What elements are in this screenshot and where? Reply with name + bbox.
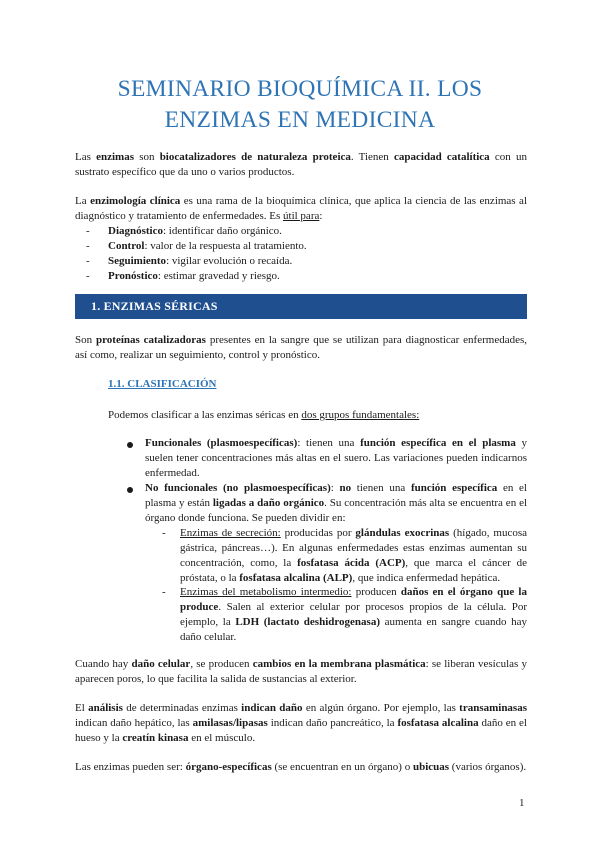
sub-item-secretion: Enzimas de secreción: producidas por glándulas exocrinas (hígado, mucosa gástrica, páncreas…). En algunas enfermedades estas enzimas aumentan su concentración, como, la fosfatasa ácida (ACP), que marca el cáncer de próstata, o la fosfatasa alcalina (ALP), que indica enfermedad hepática.: [180, 527, 527, 584]
sub-dash: -: [162, 586, 166, 598]
classification-intro: Podemos clasificar a las enzimas séricas en dos grupos fundamentales:: [108, 409, 420, 421]
analysis-paragraph: El análisis de determinadas enzimas indican daño en algún órgano. Por ejemplo, las transaminasas indican daño hepático, las amilasas/lipasas indican daño pancreático, la fosfatasa alcalina daño en el hueso y la creatín kinasa en el músculo.: [75, 702, 527, 744]
cell-damage-paragraph: Cuando hay daño celular, se producen cambios en la membrana plasmática: se liberan vesículas y aparecen poros, lo que facilita la salida de sustancias al exterior.: [75, 658, 527, 685]
bullet-functional: Funcionales (plasmoespecíficas): tienen una función específica en el plasma y suelen tener concentraciones más altas en el suero. Las variaciones pueden indicarnos enfermedad.: [145, 437, 528, 479]
bullet-dot: [127, 442, 133, 448]
enzymology-paragraph: La enzimología clínica es una rama de la bioquímica clínica, que aplica la ciencia de las enzimas al diagnóstico y tratamiento de enfermedades. Es útil para:: [75, 195, 527, 222]
title-line-2: ENZIMAS EN MEDICINA: [164, 107, 436, 133]
subsection-heading: 1.1. CLASIFICACIÓN: [108, 378, 217, 390]
intro-paragraph: Las enzimas son biocatalizadores de naturaleza proteica. Tienen capacidad catalítica con un sustrato específico que da uno o varios productos.: [75, 151, 527, 178]
serum-enzymes-paragraph: Son proteínas catalizadoras presentes en la sangre que se utilizan para diagnosticar enfermedades, así como, realizar un seguimiento, control y pronóstico.: [75, 334, 528, 361]
sub-dash: -: [162, 527, 166, 539]
page-number: 1: [519, 797, 525, 809]
bullet-non-functional: No funcionales (no plasmoespecíficas): no tienen una función específica en el plasma y están ligadas a daño orgánico. Su concentración más alta se encuentra en el órgano donde funciona. Se pueden dividir en:: [145, 482, 528, 524]
section-heading-bar: [75, 294, 527, 319]
sub-item-metabolism: Enzimas del metabolismo intermedio: producen daños en el órgano que la produce. Salen al exterior celular por procesos propios de la célula. Por ejemplo, la LDH (lactato deshidrogenasa) aumenta en sangre cuando hay daño celular.: [180, 586, 528, 643]
section-heading: 1. ENZIMAS SÉRICAS: [91, 299, 218, 313]
document-title: [60, 74, 540, 136]
organ-specific-paragraph: Las enzimas pueden ser: órgano-específicas (se encuentran en un órgano) o ubicuas (varios órganos).: [75, 761, 527, 773]
document-page: SEMINARIO BIOQUÍMICA II. LOS ENZIMAS EN MEDICINA Las enzimas son biocatalizadores de naturaleza proteica. Tienen capacidad catalítica con un sustrato específico que da uno o varios productos. La enzimología clínica es una rama de la bioquímica clínica, que aplica la ciencia de las enzimas al diagnóstico y tratamiento de enfermedades. Es útil para: - Diagnóstico: identificar daño orgánico. - Control: valor de la respuesta al tratamiento. - Seguimiento: vigilar evolución o recaída. - Pronóstico: estimar gravedad y riesgo. 1. ENZIMAS SÉRICAS Son proteínas catalizadoras presentes en la sangre que se utilizan para diagnosticar enfermedades, así como, realizar un seguimiento, control y pronóstico. 1.1. CLASIFICACIÓN Podemos clasificar a las enzimas séricas en dos grupos fundamentales: Funcionales (plasmoespecíficas): tienen una función específica en el plasma y suelen tener concentraciones más altas en el suero. Las variaciones pueden indicarnos enfermedad. No funcionales (no plasmoespecíficas): no tienen una función específica en el plasma y están ligadas a daño orgánico. Su concentración más alta se encuentra en el órgano donde funciona. Se pueden dividir en: - Enzimas de secreción: producidas por glándulas exocrinas (hígado, mucosa gástrica, páncreas…). En algunas enfermedades estas enzimas aumentan su concentración, como, la fosfatasa ácida (ACP), que marca el cáncer de próstata, o la fosfatasa alcalina (ALP), que indica enfermedad hepática. - Enzimas del metabolismo intermedio: producen daños en el órgano que la produce. Salen al exterior celular por procesos propios de la célula. Por ejemplo, la LDH (lactato deshidrogenasa) aumenta en sangre cuando hay daño celular. Cuando hay daño celular, se producen cambios en la membrana plasmática: se liberan vesículas y aparecen poros, lo que facilita la salida de sustancias al exterior. El análisis de determinadas enzimas indican daño en algún órgano. Por ejemplo, las transaminasas indican daño hepático, las amilasas/lipasas indican daño pancreático, la fosfatasa alcalina daño en el hueso y la creatín kinasa en el músculo. Las enzimas pueden ser: órgano-específicas (se encuentran en un órgano) o ubicuas (varios órganos). 1: [0, 0, 600, 848]
bullet-dot: [127, 487, 133, 493]
title-line-1: SEMINARIO BIOQUÍMICA II. LOS: [117, 76, 483, 102]
